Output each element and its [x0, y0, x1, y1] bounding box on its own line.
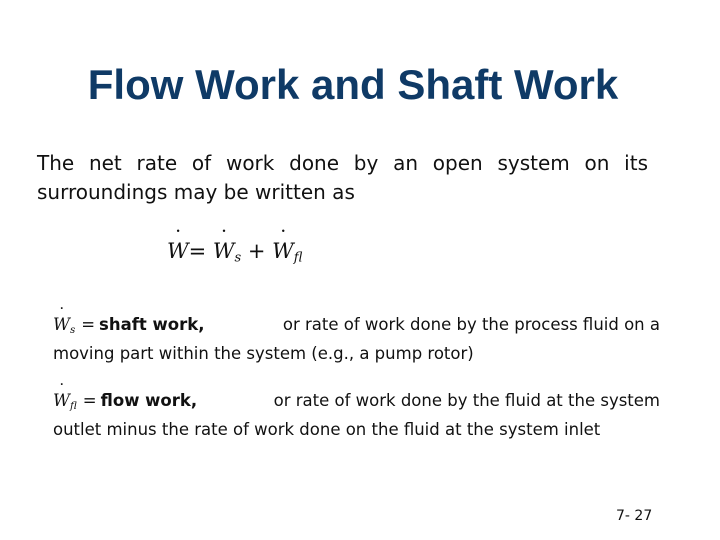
- intro-text: The net rate of work done by an open system on its surroundings may be written as: [37, 151, 648, 204]
- equation-term1-symbol: ˙ W: [213, 237, 235, 265]
- shaft-work-subscript: s: [69, 324, 76, 336]
- flow-work-equals: =: [82, 391, 97, 410]
- shaft-work-line1-rest: or rate of work done by the process fluid on a: [282, 315, 660, 334]
- flow-work-definition: [53, 389, 660, 441]
- shaft-work-equals: =: [81, 315, 96, 334]
- equation-term2-symbol: ˙ W: [272, 237, 294, 265]
- shaft-work-term: shaft work,: [99, 315, 205, 334]
- shaft-work-definition: [53, 313, 660, 365]
- shaft-work-definition-line1: [53, 313, 660, 342]
- flow-work-term: flow work,: [100, 391, 198, 410]
- flow-work-symbol: ˙ W: [53, 389, 70, 412]
- shaft-work-head: [53, 313, 205, 342]
- equation-term1-subscript: s: [234, 250, 242, 266]
- shaft-work-definition-line2: moving part within the system (e.g., a pump rotor): [53, 343, 474, 363]
- work-rate-equation: [167, 237, 302, 273]
- flow-work-subscript: fl: [69, 400, 77, 412]
- flow-work-line1-rest: or rate of work done by the fluid at the system: [273, 391, 660, 410]
- flow-work-definition-line2: outlet minus the rate of work done on the fluid at the system inlet: [53, 419, 601, 439]
- slide-title: Flow Work and Shaft Work: [87, 61, 619, 108]
- equation-term2-subscript: fl: [293, 250, 303, 266]
- equation-equals: =: [188, 239, 207, 263]
- equation-lhs-symbol: ˙ W: [167, 237, 189, 265]
- flow-work-definition-line1: [53, 389, 660, 418]
- equation-plus: +: [247, 239, 266, 263]
- flow-work-head: [53, 389, 197, 418]
- shaft-work-symbol: ˙ W: [53, 313, 70, 336]
- slide-number: 7- 27: [616, 508, 653, 524]
